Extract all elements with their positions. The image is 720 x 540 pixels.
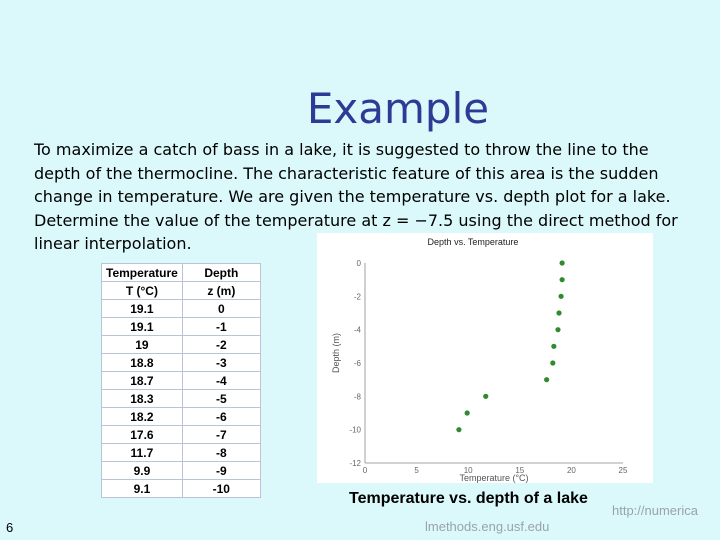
cell-temperature: 18.3 [102, 390, 183, 408]
y-tick-label: -4 [353, 325, 361, 335]
table-row [102, 318, 261, 336]
cell-temperature: 19.1 [102, 318, 183, 336]
table-row [102, 300, 261, 318]
cell-depth: 0 [182, 300, 260, 318]
cell-depth: -10 [182, 480, 260, 498]
x-tick-label: 10 [463, 466, 473, 475]
cell-depth: -7 [182, 426, 260, 444]
data-point [465, 410, 470, 415]
x-tick-label: 5 [414, 466, 419, 475]
cell-temperature: 9.1 [102, 480, 183, 498]
table-row [102, 426, 261, 444]
chart-title: Depth vs. Temperature [427, 237, 519, 247]
x-axis-label: Temperature (°C) [459, 473, 529, 483]
data-point [456, 427, 461, 432]
header-depth: Depth [182, 264, 260, 282]
y-tick-label: -6 [353, 359, 361, 368]
data-point [555, 327, 560, 332]
data-point [544, 377, 549, 382]
table-units-row [102, 282, 261, 300]
y-tick-label: 0 [356, 259, 361, 268]
table-row [102, 372, 261, 390]
cell-depth: -1 [182, 318, 260, 336]
header-temperature: Temperature [102, 264, 183, 282]
table-row [102, 480, 261, 498]
cell-depth: -4 [182, 372, 260, 390]
table-row [102, 390, 261, 408]
data-points [456, 260, 564, 432]
cell-depth: -8 [182, 444, 260, 462]
cell-temperature: 18.7 [102, 372, 183, 390]
table-header-row [102, 264, 261, 282]
x-tick-label: 15 [515, 466, 525, 475]
table-row [102, 336, 261, 354]
slide-number: 6 [6, 520, 14, 535]
data-point [483, 394, 488, 399]
slide-title: Example [306, 84, 490, 133]
unit-depth: z (m) [182, 282, 260, 300]
cell-temperature: 19.1 [102, 300, 183, 318]
cell-temperature: 17.6 [102, 426, 183, 444]
table-body [102, 300, 261, 498]
x-tick-label: 25 [618, 466, 628, 475]
cell-temperature: 18.2 [102, 408, 183, 426]
x-tick-label: 0 [362, 466, 368, 475]
x-tick-label: 20 [566, 466, 576, 475]
cell-temperature: 19 [102, 336, 183, 354]
cell-depth: -5 [182, 390, 260, 408]
data-point [560, 260, 565, 265]
y-tick-label: -12 [349, 459, 361, 468]
table-row [102, 408, 261, 426]
data-point [558, 294, 563, 299]
cell-depth: -2 [182, 336, 260, 354]
data-point [560, 277, 565, 282]
y-tick-label: -8 [353, 392, 361, 402]
cell-depth: -6 [182, 408, 260, 426]
data-point [550, 360, 555, 365]
data-point [551, 344, 556, 349]
unit-temperature: T (°C) [102, 282, 183, 300]
data-point [556, 310, 561, 315]
table-row [102, 444, 261, 462]
cell-temperature: 9.9 [102, 462, 183, 480]
depth-temperature-plot [317, 233, 653, 483]
y-axis-label: Depth (m) [331, 332, 341, 374]
footer-url-part2[interactable]: lmethods.eng.usf.edu [425, 519, 550, 534]
scatter-chart [317, 233, 653, 483]
axis-ticks [349, 259, 628, 475]
cell-temperature: 11.7 [102, 444, 183, 462]
chart-caption: Temperature vs. depth of a lake [349, 490, 588, 507]
cell-depth: -3 [182, 354, 260, 372]
y-tick-label: -2 [353, 292, 361, 302]
problem-statement: To maximize a catch of bass in a lake, it is suggested to throw the line to the depth of the thermocline. The characteristic feature of this area is the sudden change in temperature. We are given the temperature vs. depth plot for a lake. Determine the value of the temperature at z = −7.5 using the direct method for linear interpolation. [34, 140, 678, 253]
table-row [102, 462, 261, 480]
y-tick-label: -10 [349, 425, 361, 435]
cell-temperature: 18.8 [102, 354, 183, 372]
table-row [102, 354, 261, 372]
temperature-depth-table [101, 263, 261, 498]
footer-url-part1[interactable]: http://numerica [612, 503, 698, 518]
cell-depth: -9 [182, 462, 260, 480]
